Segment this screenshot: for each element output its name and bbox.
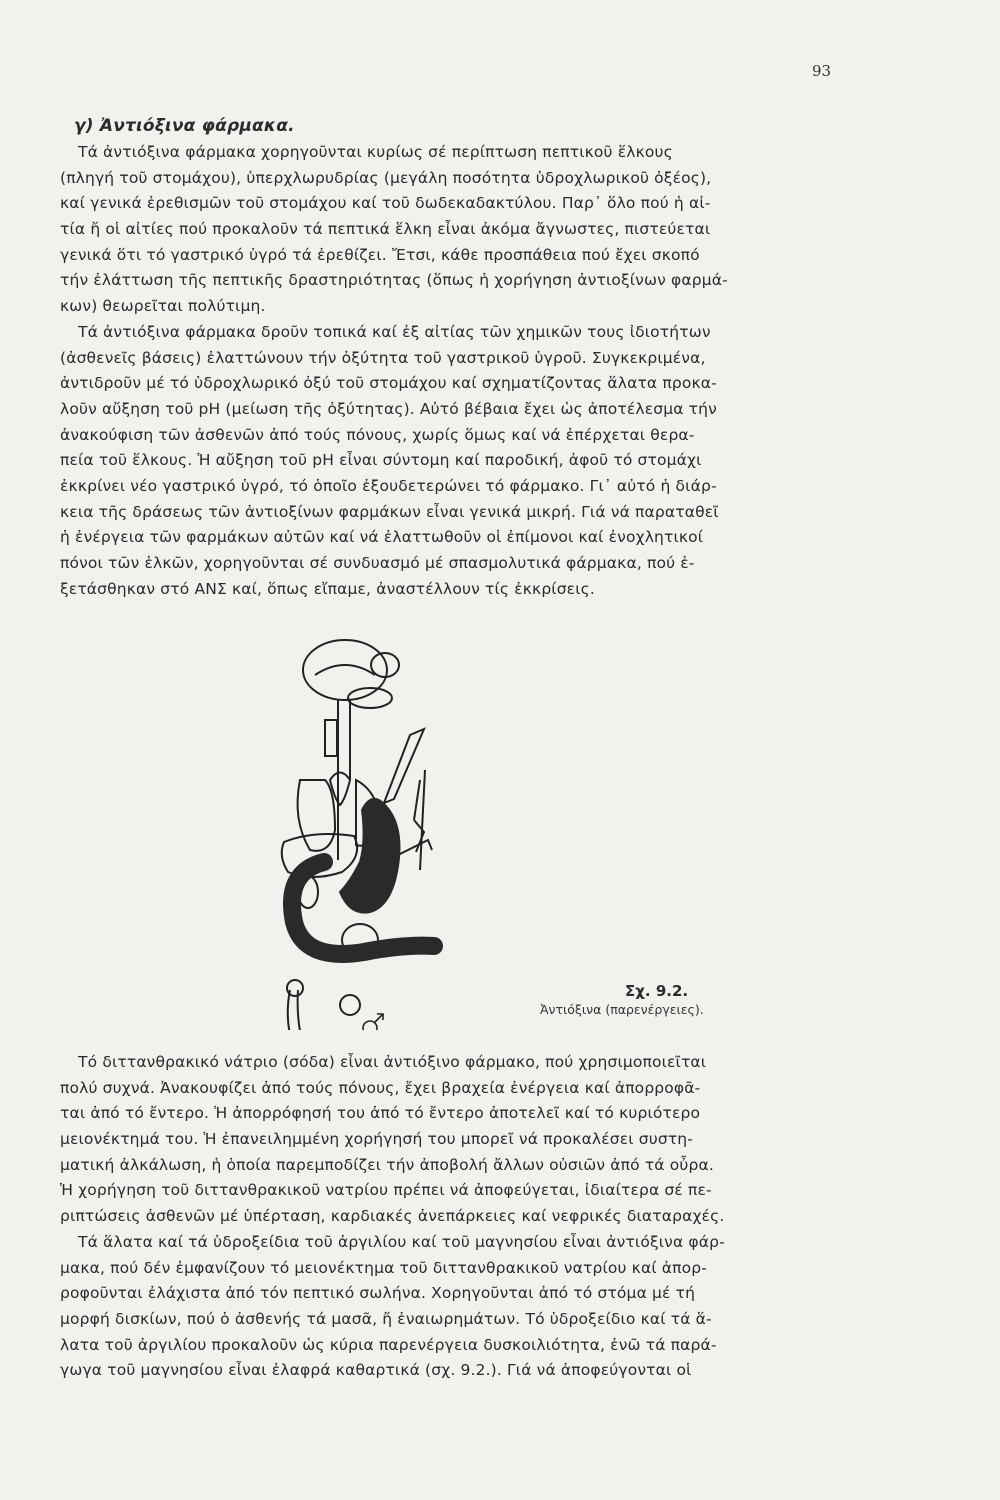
text-line: ἀντιδροῦν μέ τό ὑδροχλωρικό ὀξύ τοῦ στομάχου καί σχηματίζοντας ἅλατα προκα- (60, 374, 717, 393)
text-line: κεια τῆς δράσεως τῶν ἀντιοξίνων φαρμάκων εἶναι γενικά μικρή. Γιά νά παραταθεῖ (60, 502, 719, 521)
text-line: πολύ συχνά. Ἀνακουφίζει ἀπό τούς πόνους, ἔχει βραχεία ἐνέργεια καί ἀπορροφᾶ- (60, 1078, 701, 1097)
text-line: πεία τοῦ ἕλκους. Ἡ αὔξηση τοῦ pH εἶναι σύντομη καί παροδική, ἀφοῦ τό στομάχι (60, 451, 702, 470)
paragraph-3 (60, 1050, 860, 1230)
text-line: ἀνακούφιση τῶν ἀσθενῶν ἀπό τούς πόνους, χωρίς ὅμως καί νά ἐπέρχεται θερα- (60, 425, 695, 444)
text-line: Τά ἀντιόξινα φάρμακα χορηγοῦνται κυρίως σέ περίπτωση πεπτικοῦ ἕλκους (78, 143, 673, 161)
text-line: ται ἀπό τό ἔντερο. Ἡ ἀπορρόφησή του ἀπό τό ἔντερο ἀποτελεῖ καί τό κυριότερο (60, 1104, 701, 1123)
text-line: ἡ ἐνέργεια τῶν φαρμάκων αὐτῶν καί νά ἐλαττωθοῦν οἱ ἐπίμονοι καί ἐνοχλητικοί (60, 528, 704, 547)
text-line: τία ἤ οἱ αἰτίες πού προκαλοῦν τά πεπτικά ἕλκη εἶναι ἀκόμα ἄγνωστες, πιστεύεται (60, 220, 711, 239)
text-line: ροφοῦνται ἐλάχιστα ἀπό τόν πεπτικό σωλήνα. Χορηγοῦνται ἀπό τό στόμα μέ τή (60, 1284, 696, 1303)
page-number: 93 (812, 62, 832, 80)
figure-caption: Ἀντιόξινα (παρενέργειες). (540, 1002, 704, 1017)
text-line: Ἡ χορήγηση τοῦ διττανθρακικοῦ νατρίου πρέπει νά ἀποφεύγεται, ἰδιαίτερα σέ πε- (60, 1181, 712, 1200)
text-line: μορφή δισκίων, πού ὁ ἀσθενής τά μασᾶ, ἤ ἐναιωρημάτων. Τό ὑδροξείδιο καί τά ἅ- (60, 1309, 712, 1328)
text-line: ματική ἀλκάλωση, ἡ ὁποία παρεμποδίζει τήν ἀποβολή ἄλλων οὐσιῶν ἀπό τά οὖρα. (60, 1155, 714, 1174)
paragraph-4 (60, 1230, 860, 1384)
text-line: Τό διττανθρακικό νάτριο (σόδα) εἶναι ἀντιόξινο φάρμακο, πού χρησιμοποιεῖται (78, 1053, 707, 1071)
text-line: καί γενικά ἐρεθισμῶν τοῦ στομάχου καί τοῦ δωδεκαδακτύλου. Παρ᾽ ὅλο πού ἡ αἰ- (60, 194, 711, 213)
figure-number: Σχ. 9.2. (625, 982, 689, 1000)
text-line: μειονέκτημά του. Ἡ ἐπανειλημμένη χορήγησή του μπορεῖ νά προκαλέσει συστη- (60, 1130, 694, 1149)
paragraph-2 (60, 320, 860, 603)
text-line: Τά ἅλατα καί τά ὑδροξείδια τοῦ ἀργιλίου καί τοῦ μαγνησίου εἶναι ἀντιόξινα φάρ- (78, 1232, 725, 1251)
text-line: (ἀσθενεῖς βάσεις) ἐλαττώνουν τήν ὀξύτητα τοῦ γαστρικοῦ ὑγροῦ. Συγκεκριμένα, (60, 348, 706, 367)
text-line: τήν ἐλάττωση τῆς πεπτικῆς δραστηριότητας (ὅπως ἡ χορήγηση ἀντιοξίνων φαρμά- (60, 271, 728, 290)
text-block-bottom (60, 1050, 860, 1384)
text-line: (πληγή τοῦ στομάχου), ὑπερχλωρυδρίας (μεγάλη ποσότητα ὑδροχλωρικοῦ ὀξέος), (60, 168, 712, 187)
paragraph-1 (60, 140, 860, 320)
text-line: γωγα τοῦ μαγνησίου εἶναι ἐλαφρά καθαρτικά (σχ. 9.2.). Γιά νά ἀποφεύγονται οἱ (60, 1361, 692, 1380)
text-line: Τά ἀντιόξινα φάρμακα δροῦν τοπικά καί ἐξ αἰτίας τῶν χημικῶν τους ἰδιοτήτων (78, 322, 711, 341)
text-line: πόνοι τῶν ἑλκῶν, χορηγοῦνται σέ συνδυασμό μέ σπασμολυτικά φάρμακα, πού ἐ- (60, 554, 695, 572)
text-line: κων) θεωρεῖται πολύτιμη. (60, 297, 266, 316)
text-line: λοῦν αὔξηση τοῦ pH (μείωση τῆς ὀξύτητας). Αὐτό βέβαια ἔχει ὡς ἀποτέλεσμα τήν (60, 399, 717, 418)
anatomy-figure (270, 630, 730, 1030)
text-line: ριπτώσεις ἀσθενῶν μέ ὑπέρταση, καρδιακές ἀνεπάρκειες καί νεφρικές διαταραχές. (60, 1207, 725, 1226)
text-line: λατα τοῦ ἀργιλίου προκαλοῦν ὡς κύρια παρενέργεια δυσκοιλιότητα, ἐνῶ τά παρά- (60, 1335, 717, 1354)
section-heading: γ) Ἀντιόξινα φάρμακα. (74, 116, 295, 136)
digestive-system-illustration (270, 630, 730, 1030)
text-line: γενικά ὅτι τό γαστρικό ὑγρό τά ἐρεθίζει. Ἔτσι, κάθε προσπάθεια πού ἔχει σκοπό (60, 245, 700, 264)
text-line: ξετάσθηκαν στό ΑΝΣ καί, ὅπως εἴπαμε, ἀναστέλλουν τίς ἐκκρίσεις. (60, 579, 595, 598)
text-line: μακα, πού δέν ἐμφανίζουν τό μειονέκτημα τοῦ διττανθρακικοῦ νατρίου καί ἀπορ- (60, 1258, 708, 1277)
text-block-top (60, 116, 860, 602)
text-line: ἐκκρίνει νέο γαστρικό ὑγρό, τό ὁποῖο ἐξουδετερώνει τό φάρμακο. Γι᾽ αὐτό ἡ διάρ- (60, 476, 717, 495)
